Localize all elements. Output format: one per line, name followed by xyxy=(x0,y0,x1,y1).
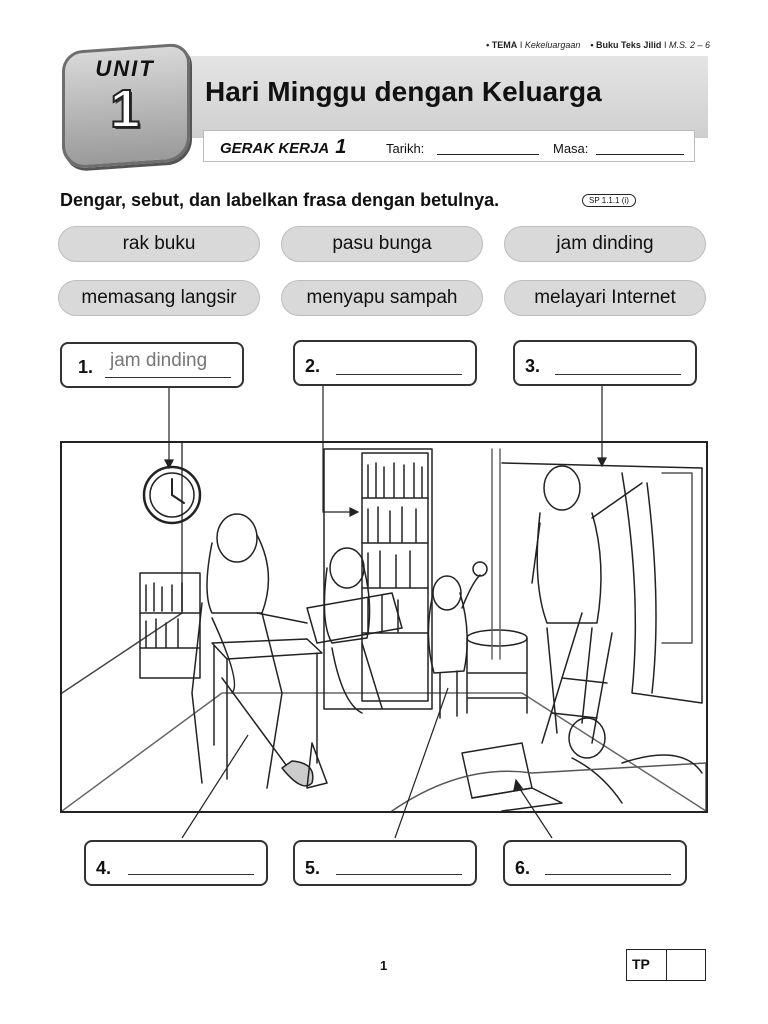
phrase-pill: rak buku xyxy=(58,226,260,262)
instruction-text: Dengar, sebut, dan labelkan frasa dengan betulnya. xyxy=(60,190,500,210)
theme-reference: • TEMA I Kekeluargaan • Buku Teks Jilid I M.S. 2 – 6 xyxy=(486,40,710,50)
phrase-pill: menyapu sampah xyxy=(281,280,483,316)
phrase-pill: melayari Internet xyxy=(504,280,706,316)
answer-line-5[interactable] xyxy=(336,874,462,875)
answer-number: 5. xyxy=(305,858,321,878)
phrase-pill: memasang langsir xyxy=(58,280,260,316)
activity-number: 1 xyxy=(335,136,347,158)
answer-number: 1. xyxy=(78,357,94,377)
answer-number: 3. xyxy=(525,356,541,376)
family-room-illustration xyxy=(60,441,708,813)
answer-line-2[interactable] xyxy=(336,374,462,375)
answer-line-1[interactable] xyxy=(105,377,231,378)
date-label: Tarikh: xyxy=(386,141,425,156)
father-curtains xyxy=(492,449,702,733)
time-field[interactable] xyxy=(596,154,684,155)
answer-box-3 xyxy=(513,340,697,386)
unit-number: 1 xyxy=(109,79,141,139)
phrase-pill: jam dinding xyxy=(504,226,706,262)
tp-divider xyxy=(666,949,667,981)
answer-number: 2. xyxy=(305,356,321,376)
sister-with-box xyxy=(307,548,402,713)
answer-number: 6. xyxy=(515,858,531,878)
answer-value: jam dinding xyxy=(110,350,208,371)
activity-label: GERAK KERJA 1 xyxy=(220,136,347,158)
phrase-pill: pasu bunga xyxy=(281,226,483,262)
bookcase xyxy=(324,449,432,709)
tp-score-field[interactable] xyxy=(670,951,704,979)
tp-label: TP xyxy=(632,956,650,972)
standard-code-badge: SP 1.1.1 (i) xyxy=(582,194,636,207)
time-label: Masa: xyxy=(553,141,589,156)
answer-box-4 xyxy=(84,840,268,886)
page-number: 1 xyxy=(380,958,388,973)
answer-box-5 xyxy=(293,840,477,886)
unit-label: UNIT xyxy=(95,56,155,81)
boy-laptop xyxy=(392,718,706,811)
little-girl-flower xyxy=(428,562,487,718)
mother-sweeping xyxy=(192,514,327,788)
scene-drawing xyxy=(62,443,706,811)
side-shelf xyxy=(140,573,200,678)
wall-clock-icon xyxy=(144,467,200,523)
answer-box-2 xyxy=(293,340,477,386)
date-field[interactable] xyxy=(437,154,539,155)
answer-line-3[interactable] xyxy=(555,374,681,375)
answer-box-6 xyxy=(503,840,687,886)
answer-line-4[interactable] xyxy=(128,874,254,875)
unit-title: Hari Minggu dengan Keluarga xyxy=(205,76,602,107)
small-cabinet xyxy=(467,630,527,713)
answer-line-6[interactable] xyxy=(545,874,671,875)
answer-number: 4. xyxy=(96,858,112,878)
